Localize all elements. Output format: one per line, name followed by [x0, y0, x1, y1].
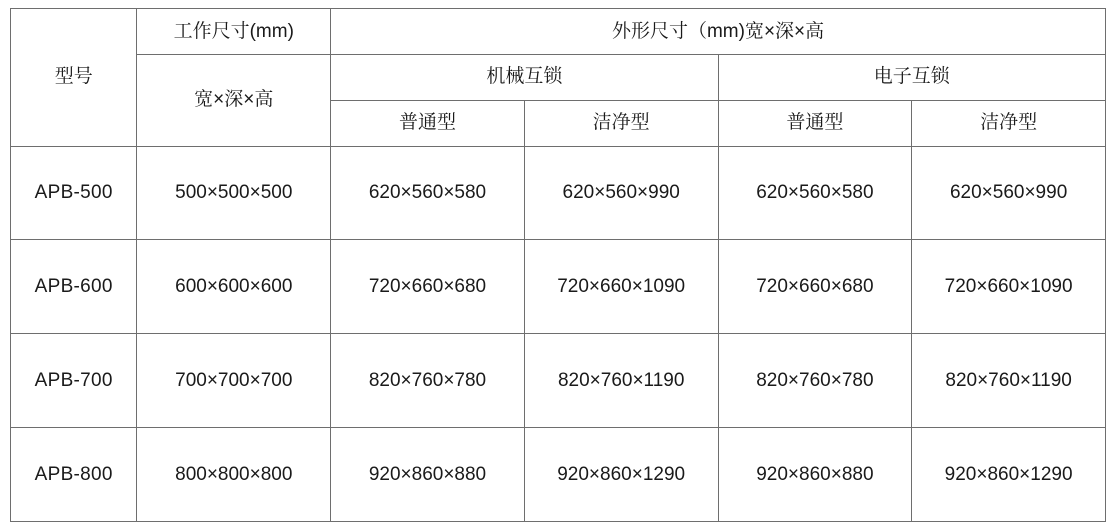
- cell-model: APB-800: [11, 428, 137, 522]
- cell-elec-clean: 720×660×1090: [912, 240, 1106, 334]
- header-work-size-sub: 宽×深×高: [137, 54, 331, 146]
- cell-model: APB-700: [11, 334, 137, 428]
- cell-mech-ordinary: 620×560×580: [331, 146, 525, 240]
- header-elec-ordinary-type: 普通型: [718, 100, 912, 146]
- cell-work-size: 800×800×800: [137, 428, 331, 522]
- header-mechanical-lock: 机械互锁: [331, 54, 718, 100]
- cell-mech-ordinary: 820×760×780: [331, 334, 525, 428]
- cell-mech-clean: 820×760×1190: [524, 334, 718, 428]
- specification-table: [10, 8, 1106, 522]
- header-work-size-group: 工作尺寸(mm): [137, 9, 331, 55]
- table-row: [11, 240, 1106, 334]
- cell-mech-ordinary: 920×860×880: [331, 428, 525, 522]
- table-header-row-1: [11, 9, 1106, 55]
- cell-mech-ordinary: 720×660×680: [331, 240, 525, 334]
- cell-elec-ordinary: 620×560×580: [718, 146, 912, 240]
- cell-elec-ordinary: 720×660×680: [718, 240, 912, 334]
- cell-elec-ordinary: 920×860×880: [718, 428, 912, 522]
- header-model: 型号: [11, 9, 137, 147]
- header-electronic-lock: 电子互锁: [718, 54, 1105, 100]
- table-row: [11, 146, 1106, 240]
- cell-mech-clean: 920×860×1290: [524, 428, 718, 522]
- table-row: [11, 428, 1106, 522]
- cell-model: APB-600: [11, 240, 137, 334]
- table-header-row-2: [11, 54, 1106, 100]
- cell-work-size: 700×700×700: [137, 334, 331, 428]
- header-elec-clean-type: 洁净型: [912, 100, 1106, 146]
- header-mech-ordinary-type: 普通型: [331, 100, 525, 146]
- cell-elec-clean: 820×760×1190: [912, 334, 1106, 428]
- cell-work-size: 500×500×500: [137, 146, 331, 240]
- table-row: [11, 334, 1106, 428]
- header-mech-clean-type: 洁净型: [524, 100, 718, 146]
- cell-elec-clean: 920×860×1290: [912, 428, 1106, 522]
- cell-elec-ordinary: 820×760×780: [718, 334, 912, 428]
- header-outer-size-group: 外形尺寸（mm)宽×深×高: [331, 9, 1106, 55]
- cell-work-size: 600×600×600: [137, 240, 331, 334]
- cell-model: APB-500: [11, 146, 137, 240]
- cell-mech-clean: 720×660×1090: [524, 240, 718, 334]
- cell-elec-clean: 620×560×990: [912, 146, 1106, 240]
- cell-mech-clean: 620×560×990: [524, 146, 718, 240]
